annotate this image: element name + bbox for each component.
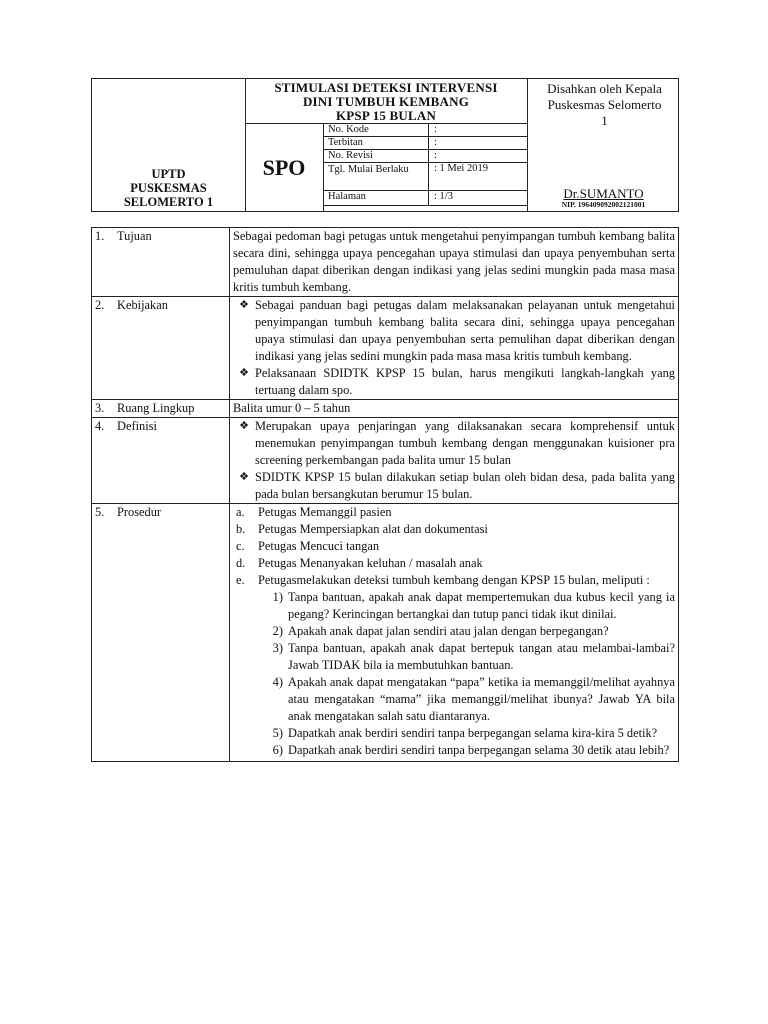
diamond-bullet-icon: ❖ <box>239 420 249 432</box>
org-cell <box>92 79 246 211</box>
kpsp-question <box>233 742 675 759</box>
meta-key: No. Kode <box>328 124 369 135</box>
meta-table <box>324 124 527 211</box>
org-line-3: SELOMERTO 1 <box>123 195 214 209</box>
doc-type-label: SPO <box>245 124 324 211</box>
org-line-1: UPTD <box>151 167 186 181</box>
question-marker: 3) <box>272 641 283 655</box>
step-marker: a. <box>236 505 245 519</box>
kpsp-question <box>233 640 675 674</box>
bullet-text: Sebagai panduan bagi petugas dalam melaksanakan pelayanan untuk mengetahui penyimpangan tumbuh kembang balita secara dini, sehingga upaya pencegahan upaya stimulasi dan upaya penyembuhan serta pemulihan dapat diberikan dengan indikasi yang jelas sedini mungkin pada masa masa kritis tumbuh kembang. <box>255 298 675 363</box>
step-text: Petugas Mempersiapkan alat dan dokumentasi <box>258 522 488 536</box>
row-tujuan <box>92 228 679 297</box>
bullet-item <box>233 418 675 469</box>
bullet-text: Merupakan upaya penjaringan yang dilaksanakan secara komprehensif untuk menemukan penyimpangan tumbuh kembang dengan menggunakan kuisioner pra screening perkembangan pada balita umur 15 bulan <box>255 419 675 467</box>
section-content <box>230 418 679 504</box>
section-label <box>92 228 230 297</box>
kpsp-question <box>233 589 675 623</box>
meta-row-revisi <box>324 150 527 163</box>
kpsp-question <box>233 623 675 640</box>
diamond-bullet-icon: ❖ <box>239 471 249 483</box>
meta-value: : <box>434 137 437 148</box>
signatory-name: Dr.SUMANTO <box>563 186 644 201</box>
meta-key: No. Revisi <box>328 150 373 161</box>
question-text: Apakah anak dapat mengatakan “papa” ketika ia memanggil/melihat ayahnya atau mengatakan “mama” jika memanggil/melihat ibunya? Jawab YA bila anak mengatakan salah satu diantaranya. <box>288 675 675 723</box>
section-content <box>230 297 679 400</box>
section-number: 3. <box>95 401 105 415</box>
procedure-step <box>233 521 675 538</box>
question-marker: 5) <box>272 726 283 740</box>
approval-line-1: Disahkan oleh Kepala <box>547 81 662 96</box>
diamond-bullet-icon: ❖ <box>239 299 249 311</box>
section-title: Ruang Lingkup <box>117 401 195 415</box>
procedure-step <box>233 555 675 572</box>
document-title <box>245 79 527 124</box>
row-ruang-lingkup <box>92 400 679 418</box>
meta-value: : 1 Mei 2019 <box>434 163 488 174</box>
question-text: Apakah anak dapat jalan sendiri atau jalan dengan berpegangan? <box>288 624 609 638</box>
row-prosedur <box>92 504 679 762</box>
section-title: Tujuan <box>117 229 152 243</box>
meta-value: : <box>434 124 437 135</box>
step-text: Petugasmelakukan deteksi tumbuh kembang dengan KPSP 15 bulan, meliputi : <box>258 573 650 587</box>
step-text: Petugas Menanyakan keluhan / masalah anak <box>258 556 483 570</box>
kpsp-question <box>233 725 675 742</box>
question-text: Tanpa bantuan, apakah anak dapat bertepuk tangan atau melambai-lambai? Jawab TIDAK bila ia membutuhkan bantuan. <box>288 641 675 672</box>
step-marker: e. <box>236 573 245 587</box>
approval-text <box>532 81 677 129</box>
meta-row-halaman <box>324 191 527 206</box>
bullet-item <box>233 365 675 399</box>
step-text: Petugas Mencuci tangan <box>258 539 380 553</box>
meta-value: : <box>434 150 437 161</box>
procedure-table <box>91 227 679 762</box>
section-number: 1. <box>95 229 105 243</box>
question-marker: 1) <box>272 590 283 604</box>
approval-line-2: Puskesmas Selomerto <box>547 97 662 112</box>
diamond-bullet-icon: ❖ <box>239 367 249 379</box>
meta-key: Terbitan <box>328 137 363 148</box>
bullet-item <box>233 469 675 503</box>
step-marker: d. <box>236 556 246 570</box>
bullet-text: Pelaksanaan SDIDTK KPSP 15 bulan, harus mengikuti langkah-langkah yang tertuang dalam spo. <box>255 366 675 397</box>
procedure-step <box>233 538 675 555</box>
question-marker: 6) <box>272 743 283 757</box>
step-marker: c. <box>236 539 245 553</box>
meta-row-tgl-mulai <box>324 163 527 191</box>
section-title: Definisi <box>117 419 157 433</box>
step-marker: b. <box>236 522 246 536</box>
section-number: 5. <box>95 505 105 519</box>
org-name <box>92 167 245 209</box>
section-title: Kebijakan <box>117 298 168 312</box>
meta-key: Tgl. Mulai Berlaku <box>328 164 409 175</box>
approval-line-3: 1 <box>601 113 608 128</box>
meta-row-terbitan <box>324 137 527 150</box>
section-content: Sebagai pedoman bagi petugas untuk mengetahui penyimpangan tumbuh kembang balita secara dini, sehingga upaya pencegahan upaya stimulasi dan upaya penyembuhan serta pemuluhan dapat diberikan dengan indikasi yang jelas sedini mungkin pada masa masa kritis tumbuh kembang. <box>230 228 679 297</box>
section-content: Balita umur 0 – 5 tahun <box>230 400 679 418</box>
meta-value: : 1/3 <box>434 191 453 202</box>
section-label <box>92 504 230 762</box>
section-label <box>92 418 230 504</box>
procedure-step <box>233 504 675 521</box>
section-label <box>92 297 230 400</box>
approval-cell <box>527 79 679 211</box>
section-number: 2. <box>95 298 105 312</box>
org-line-2: PUSKESMAS <box>130 181 207 195</box>
kpsp-question <box>233 674 675 725</box>
bullet-item <box>233 297 675 365</box>
step-text: Petugas Memanggil pasien <box>258 505 392 519</box>
signatory-nip: NIP. 196409092002121001 <box>561 200 646 209</box>
procedure-step <box>233 572 675 589</box>
row-kebijakan <box>92 297 679 400</box>
section-content <box>230 504 679 762</box>
question-marker: 4) <box>272 675 283 689</box>
section-number: 4. <box>95 419 105 433</box>
question-text: Dapatkah anak berdiri sendiri tanpa berpegangan selama 30 detik atau lebih? <box>288 743 670 757</box>
bullet-text: SDIDTK KPSP 15 bulan dilakukan setiap bulan oleh bidan desa, pada balita yang pada bulan bersangkutan berumur 15 bulan. <box>255 470 675 501</box>
question-text: Tanpa bantuan, apakah anak dapat mempertemukan dua kubus kecil yang ia pegang? Kerincingan bertangkai dan tutup panci tidak ikut dinilai. <box>288 590 675 621</box>
title-line-2: DINI TUMBUH KEMBANG <box>302 94 470 109</box>
section-title: Prosedur <box>117 505 162 519</box>
section-label <box>92 400 230 418</box>
meta-row-kode <box>324 124 527 137</box>
title-line-1: STIMULASI DETEKSI INTERVENSI <box>274 80 498 95</box>
title-line-3: KPSP 15 BULAN <box>335 108 437 123</box>
row-definisi <box>92 418 679 504</box>
meta-key: Halaman <box>328 191 366 202</box>
question-text: Dapatkah anak berdiri sendiri tanpa berpegangan selama kira-kira 5 detik? <box>288 726 658 740</box>
question-marker: 2) <box>272 624 283 638</box>
document-header <box>91 78 679 212</box>
